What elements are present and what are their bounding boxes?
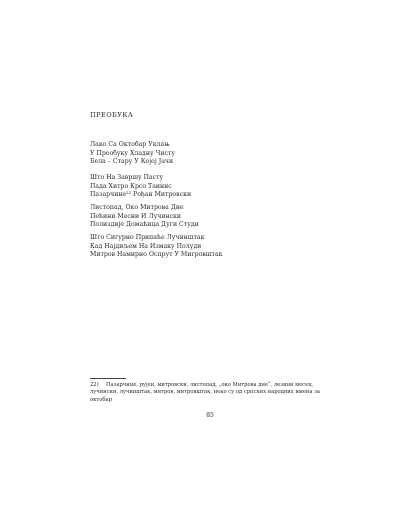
stanza-1 bbox=[90, 141, 175, 167]
footnote-divider bbox=[90, 378, 126, 379]
stanza-line: Што Сигурно Припаће Лучинштак bbox=[90, 234, 205, 241]
stanza-line: Лако Са Октобар Уклањ bbox=[90, 141, 170, 148]
stanza-line: Бела – Стару У Којој Јачи bbox=[90, 158, 174, 166]
stanza-3 bbox=[90, 204, 199, 230]
stanza-line: Пазарчине²² Рођан Митровски bbox=[90, 191, 192, 199]
stanza-line: Кад Најдиљем На Измаку Полуди bbox=[90, 242, 202, 250]
stanza-line: Листопад, Око Митрова Дне bbox=[90, 204, 184, 211]
footnote-marker: 22) bbox=[90, 382, 99, 388]
poem-title: ПРЕОБУКА bbox=[90, 111, 134, 119]
stanza-line: У Преобуку Хладну Чисту bbox=[90, 149, 176, 157]
footnote-text: Пазарчине, рујеи, митровски, листопад, „око Митрова дне“, лезини месец, лучински, лучинштак, митров, митровштак, неко су од српских народних имена за октобар bbox=[90, 382, 321, 403]
stanza-4 bbox=[90, 234, 223, 260]
stanza-2 bbox=[90, 174, 191, 200]
stanza-line: Митров Намирно Оспрут У Мигровштак bbox=[90, 251, 223, 259]
page-number: 85 bbox=[206, 412, 214, 419]
stanza-line: Пада Хитро Крсо Таинис bbox=[90, 182, 172, 190]
stanza-line: Полиздије Домаћица Дуги Студи bbox=[90, 221, 199, 229]
footnote bbox=[90, 382, 340, 404]
stanza-line: Пећини Месни И Лучински bbox=[90, 212, 182, 220]
stanza-line: Што На Завршу Пасту bbox=[90, 174, 164, 181]
